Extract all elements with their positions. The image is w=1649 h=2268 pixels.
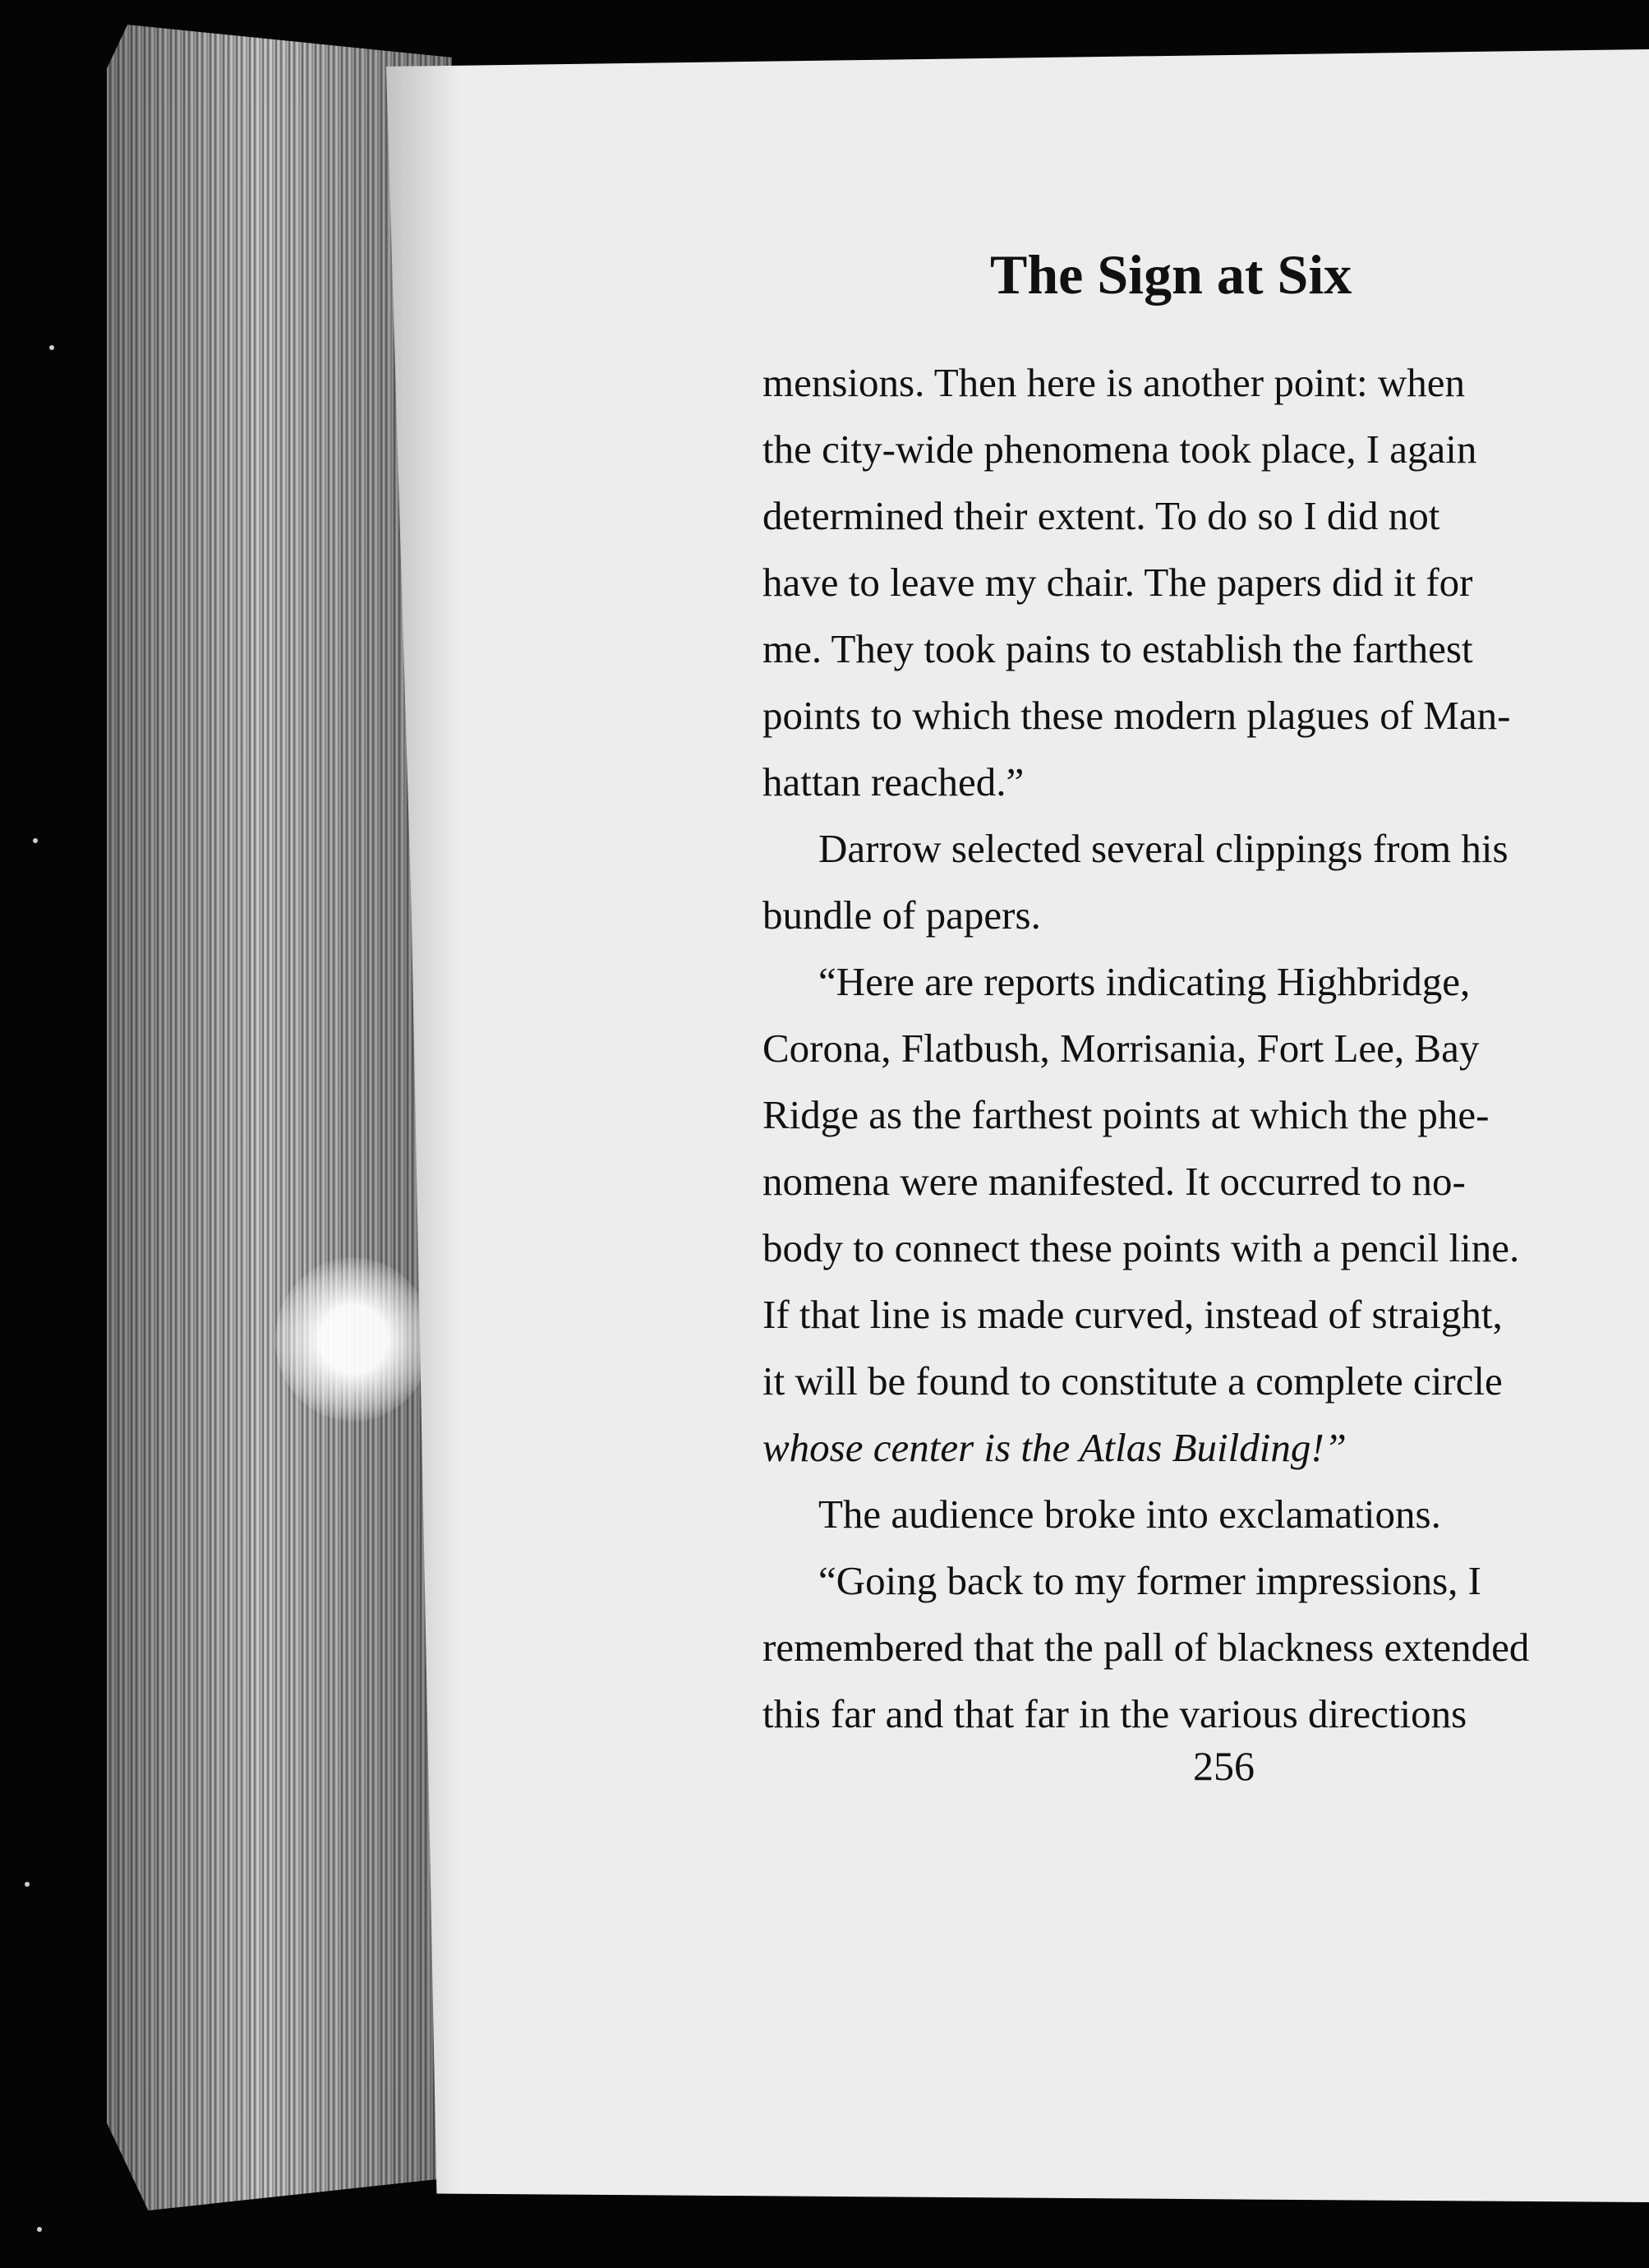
text-line: it will be found to constitute a complete circle: [762, 1358, 1503, 1404]
text-line: determined their extent. To do so I did not: [762, 493, 1440, 538]
text-line: Corona, Flatbush, Morrisania, Fort Lee, Bay: [762, 1026, 1480, 1071]
text-line: Ridge as the farthest points at which the phe-: [762, 1092, 1490, 1137]
dust-speck: [25, 1882, 30, 1887]
text-line: whose center is the Atlas Building!”: [762, 1425, 1347, 1470]
dust-speck: [49, 345, 54, 350]
text-line: the city-wide phenomena took place, I again: [762, 426, 1477, 472]
text-line: The audience broke into exclamations.: [818, 1491, 1441, 1537]
text-line: hattan reached.”: [762, 759, 1025, 804]
text-line: points to which these modern plagues of Man-: [762, 693, 1511, 738]
text-line: mensions. Then here is another point: when: [762, 360, 1466, 405]
text-line: “Going back to my former impressions, I: [818, 1558, 1481, 1603]
text-line: body to connect these points with a pencil line.: [762, 1225, 1520, 1270]
body-text: [762, 349, 1649, 1747]
text-line: Darrow selected several clippings from his: [818, 826, 1509, 871]
text-line: this far and that far in the various directions: [762, 1691, 1467, 1736]
running-head: The Sign at Six: [990, 243, 1352, 306]
text-line: remembered that the pall of blackness extended: [762, 1625, 1530, 1670]
text-line: bundle of papers.: [762, 892, 1041, 938]
dust-speck: [37, 2227, 42, 2232]
dust-speck: [33, 838, 38, 843]
text-line: If that line is made curved, instead of straight,: [762, 1292, 1503, 1337]
text-line: me. They took pains to establish the farthest: [762, 626, 1473, 671]
text-line: “Here are reports indicating Highbridge,: [818, 959, 1471, 1004]
page-number: 256: [1193, 1743, 1255, 1789]
paper-smudge: [275, 1257, 431, 1422]
text-line: nomena were manifested. It occurred to no-: [762, 1159, 1466, 1204]
text-line: have to leave my chair. The papers did it for: [762, 560, 1473, 605]
